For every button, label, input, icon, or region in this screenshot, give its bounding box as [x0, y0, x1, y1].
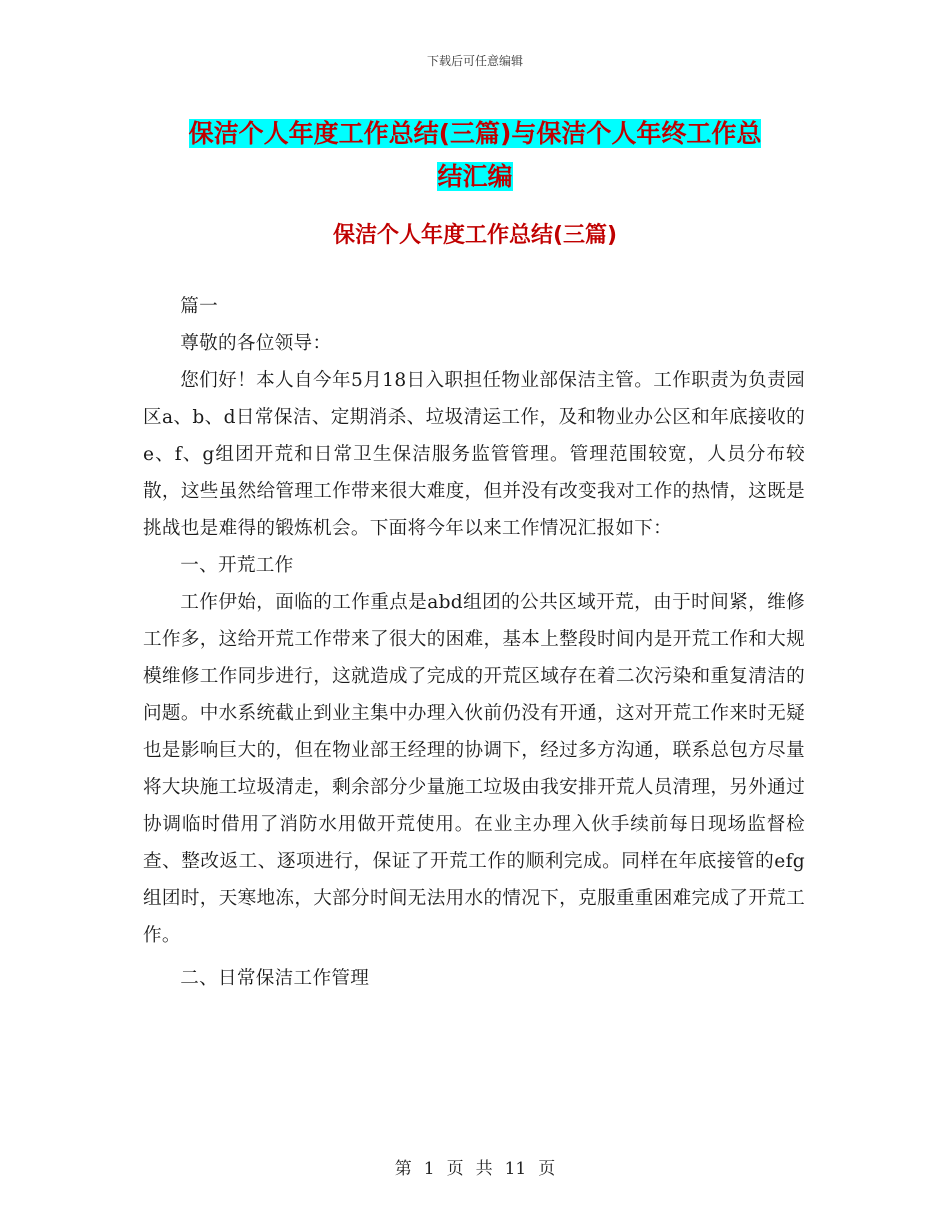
document-body	[143, 288, 805, 997]
document-title-line1: 保洁个人年度工作总结(三篇)与保洁个人年终工作总	[188, 119, 762, 148]
header-note: 下载后可任意编辑	[426, 54, 523, 68]
paragraph-heading-1: 一、开荒工作	[180, 555, 294, 576]
section-title: 保洁个人年度工作总结(三篇)	[332, 223, 618, 248]
footer-total-prefix: 共	[475, 1159, 493, 1179]
footer-suffix: 页	[538, 1159, 556, 1179]
page-footer	[0, 1154, 950, 1179]
paragraph-salutation: 尊敬的各位领导：	[180, 333, 332, 354]
document-title-line2: 结汇编	[437, 162, 513, 191]
footer-prefix: 第	[394, 1159, 412, 1179]
paragraph-section-1: 工作伊始，面临的工作重点是abd组团的公共区域开荒，由于时间紧，维修工作多，这给开荒工作带来了很大的困难，基本上整段时间内是开荒工作和大规模维修工作同步进行，这就造成了完成的开荒区域存在着二次污染和重复清洁的问题。中水系统截止到业主集中办理入伙前仍没有开通，这对开荒工作来时无疑也是影响巨大的，但在物业部王经理的协调下，经过多方沟通，联系总包方尽量将大块施工垃圾清走，剩余部分少量施工垃圾由我安排开荒人员清理，另外通过协调临时借用了消防水用做开荒使用。在业主办理入伙手续前每日现场监督检查、整改返工、逐项进行，保证了开荒工作的顺利完成。同样在年底接管的efg组团时，天寒地冻，大部分时间无法用水的情况下，克服重重困难完成了开荒工作。	[143, 592, 805, 946]
footer-mid: 页	[446, 1159, 464, 1179]
paragraph-chapter: 篇一	[180, 296, 218, 317]
footer-total-pages: 11	[504, 1159, 527, 1179]
paragraph-intro: 您们好！本人自今年5月18日入职担任物业部保洁主管。工作职责为负责园区a、b、d日常保洁、定期消杀、垃圾清运工作，及和物业办公区和年底接收的e、f、g组团开荒和日常卫生保洁服务监管管理。管理范围较宽，人员分布较散，这些虽然给管理工作带来很大难度，但并没有改变我对工作的热情，这既是挑战也是难得的锻炼机会。下面将今年以来工作情况汇报如下：	[143, 370, 805, 539]
footer-page-number: 1	[423, 1159, 435, 1179]
document-title	[0, 112, 950, 198]
paragraph-heading-2: 二、日常保洁工作管理	[180, 968, 370, 989]
